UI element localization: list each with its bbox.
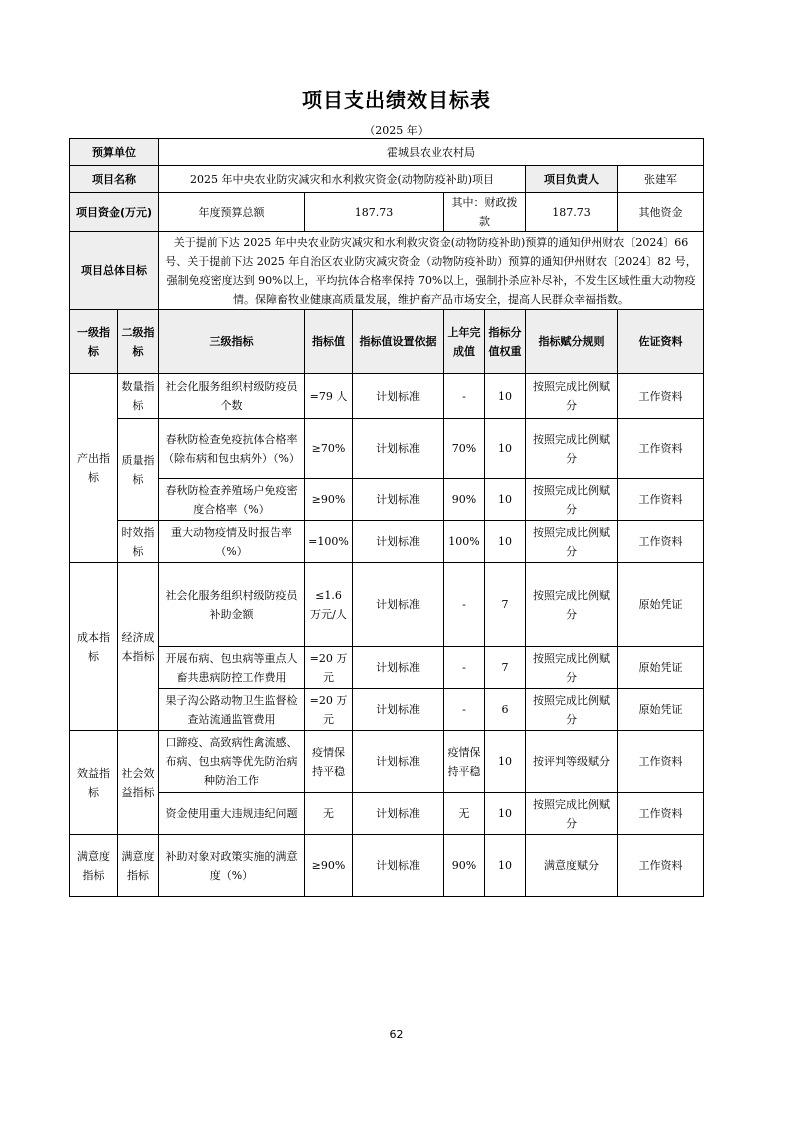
fiscal-label: 其中：财政拨款 — [444, 193, 526, 232]
indicator-cell: 社会化服务组织村级防疫员个数 — [159, 374, 305, 419]
table-row — [70, 647, 704, 689]
weight-cell: 10 — [485, 793, 526, 835]
header-weight: 指标分值权重 — [485, 310, 526, 374]
weight-cell: 10 — [485, 731, 526, 793]
rule-cell: 按照完成比例赋分 — [526, 647, 618, 689]
rule-cell: 按照完成比例赋分 — [526, 793, 618, 835]
last-year-cell: - — [444, 374, 485, 419]
indicator-cell: 口蹄疫、高致病性禽流感、布病、包虫病等优先防治病种防治工作 — [159, 731, 305, 793]
basis-cell: 计划标准 — [353, 374, 444, 419]
indicator-cell: 补助对象对政策实施的满意度（%） — [159, 835, 305, 897]
last-year-cell: - — [444, 563, 485, 647]
value-cell: 无 — [305, 793, 353, 835]
project-name-value: 2025 年中央农业防灾减灾和水利救灾资金(动物防疫补助)项目 — [159, 166, 526, 193]
indicator-cell: 重大动物疫情及时报告率（%） — [159, 521, 305, 563]
evidence-cell: 原始凭证 — [618, 563, 704, 647]
table-row — [70, 793, 704, 835]
table-row — [70, 479, 704, 521]
weight-cell: 7 — [485, 647, 526, 689]
value-cell: =20 万元 — [305, 647, 353, 689]
table-row — [70, 419, 704, 479]
unit-label: 预算单位 — [70, 139, 159, 166]
year-label: （2025 年） — [364, 124, 429, 137]
subgroup-quantity: 数量指标 — [118, 374, 159, 419]
table-row — [70, 731, 704, 793]
indicator-cell: 春秋防检查养殖场户免疫密度合格率（%） — [159, 479, 305, 521]
header-last-year: 上年完成值 — [444, 310, 485, 374]
rule-cell: 满意度赋分 — [526, 835, 618, 897]
group-cost: 成本指标 — [70, 563, 118, 731]
evidence-cell: 工作资料 — [618, 419, 704, 479]
page-title: 项目支出绩效目标表 — [302, 88, 491, 112]
rule-cell: 按照完成比例赋分 — [526, 521, 618, 563]
last-year-cell: - — [444, 647, 485, 689]
indicator-cell: 资金使用重大违规违纪问题 — [159, 793, 305, 835]
goal-row — [70, 232, 704, 310]
goal-label: 项目总体目标 — [70, 232, 159, 310]
table-row — [70, 521, 704, 563]
evidence-cell: 工作资料 — [618, 374, 704, 419]
value-cell: =79 人 — [305, 374, 353, 419]
header-level1: 一级指标 — [70, 310, 118, 374]
basis-cell: 计划标准 — [353, 479, 444, 521]
evidence-cell: 原始凭证 — [618, 647, 704, 689]
basis-cell: 计划标准 — [353, 647, 444, 689]
other-funds-label: 其他资金 — [618, 193, 704, 232]
basis-cell: 计划标准 — [353, 689, 444, 731]
header-evidence: 佐证资料 — [618, 310, 704, 374]
indicator-cell: 开展布病、包虫病等重点人畜共患病防控工作费用 — [159, 647, 305, 689]
subgroup-social: 社会效益指标 — [118, 731, 159, 835]
weight-cell: 6 — [485, 689, 526, 731]
rule-cell: 按照完成比例赋分 — [526, 374, 618, 419]
evidence-cell: 工作资料 — [618, 479, 704, 521]
header-value: 指标值 — [305, 310, 353, 374]
fiscal-value: 187.73 — [526, 193, 618, 232]
rule-cell: 按照完成比例赋分 — [526, 419, 618, 479]
indicator-cell: 社会化服务组织村级防疫员补助金额 — [159, 563, 305, 647]
project-leader-value: 张建军 — [618, 166, 704, 193]
weight-cell: 7 — [485, 563, 526, 647]
fund-label: 项目资金(万元) — [70, 193, 159, 232]
basis-cell: 计划标准 — [353, 793, 444, 835]
value-cell: ≥70% — [305, 419, 353, 479]
value-cell: ≤1.6 万元/人 — [305, 563, 353, 647]
evidence-cell: 工作资料 — [618, 731, 704, 793]
value-cell: 疫情保持平稳 — [305, 731, 353, 793]
goal-text: 关于提前下达 2025 年中央农业防灾减灾和水利救灾资金(动物防疫补助)预算的通知伊州财农〔2024〕66 号、关于提前下达 2025 年自治区农业防灾减灾资金（动物防疫补助）预算的通知伊州财农〔2024〕82 号，强制免疫密度达到 90%以上，平均抗体合格率保持 70%以上，强制扑杀应补尽补，不发生区域性重大动物疫情。保障畜牧业健康高质量发展，维护畜产品市场安全，提高人民群众幸福指数。 — [159, 232, 704, 310]
evidence-cell: 工作资料 — [618, 793, 704, 835]
rule-cell: 按评判等级赋分 — [526, 731, 618, 793]
weight-cell: 10 — [485, 419, 526, 479]
project-leader-label: 项目负责人 — [526, 166, 618, 193]
last-year-cell: 无 — [444, 793, 485, 835]
basis-cell: 计划标准 — [353, 731, 444, 793]
value-cell: ≥90% — [305, 835, 353, 897]
rule-cell: 按照完成比例赋分 — [526, 563, 618, 647]
subgroup-satisfaction: 满意度指标 — [118, 835, 159, 897]
last-year-cell: 100% — [444, 521, 485, 563]
rule-cell: 按照完成比例赋分 — [526, 479, 618, 521]
group-satisfaction: 满意度指标 — [70, 835, 118, 897]
fund-row — [70, 193, 704, 232]
subgroup-economic: 经济成本指标 — [118, 563, 159, 731]
last-year-cell: 90% — [444, 835, 485, 897]
last-year-cell: 90% — [444, 479, 485, 521]
table-row — [70, 835, 704, 897]
evidence-cell: 工作资料 — [618, 835, 704, 897]
header-row — [70, 310, 704, 374]
last-year-cell: 70% — [444, 419, 485, 479]
group-benefit: 效益指标 — [70, 731, 118, 835]
last-year-cell: - — [444, 689, 485, 731]
header-level2: 二级指标 — [118, 310, 159, 374]
subgroup-quality: 质量指标 — [118, 419, 159, 521]
table-row — [70, 563, 704, 647]
value-cell: =20 万元 — [305, 689, 353, 731]
weight-cell: 10 — [485, 521, 526, 563]
weight-cell: 10 — [485, 374, 526, 419]
basis-cell: 计划标准 — [353, 521, 444, 563]
unit-value: 霍城县农业农村局 — [159, 139, 704, 166]
evidence-cell: 工作资料 — [618, 521, 704, 563]
page-number: 62 — [389, 1028, 404, 1041]
project-row — [70, 166, 704, 193]
evidence-cell: 原始凭证 — [618, 689, 704, 731]
last-year-cell: 疫情保持平稳 — [444, 731, 485, 793]
header-rule: 指标赋分规则 — [526, 310, 618, 374]
basis-cell: 计划标准 — [353, 835, 444, 897]
indicator-cell: 春秋防检查免疫抗体合格率（除布病和包虫病外）（%） — [159, 419, 305, 479]
performance-table — [69, 138, 704, 897]
project-name-label: 项目名称 — [70, 166, 159, 193]
subgroup-timeliness: 时效指标 — [118, 521, 159, 563]
basis-cell: 计划标准 — [353, 419, 444, 479]
unit-row — [70, 139, 704, 166]
value-cell: ≥90% — [305, 479, 353, 521]
annual-budget-label: 年度预算总额 — [159, 193, 305, 232]
value-cell: =100% — [305, 521, 353, 563]
basis-cell: 计划标准 — [353, 563, 444, 647]
weight-cell: 10 — [485, 835, 526, 897]
header-level3: 三级指标 — [159, 310, 305, 374]
group-output: 产出指标 — [70, 374, 118, 563]
table-row — [70, 689, 704, 731]
table-row — [70, 374, 704, 419]
header-basis: 指标值设置依据 — [353, 310, 444, 374]
annual-budget-value: 187.73 — [305, 193, 444, 232]
indicator-cell: 果子沟公路动物卫生监督检查站流通监管费用 — [159, 689, 305, 731]
rule-cell: 按照完成比例赋分 — [526, 689, 618, 731]
weight-cell: 10 — [485, 479, 526, 521]
